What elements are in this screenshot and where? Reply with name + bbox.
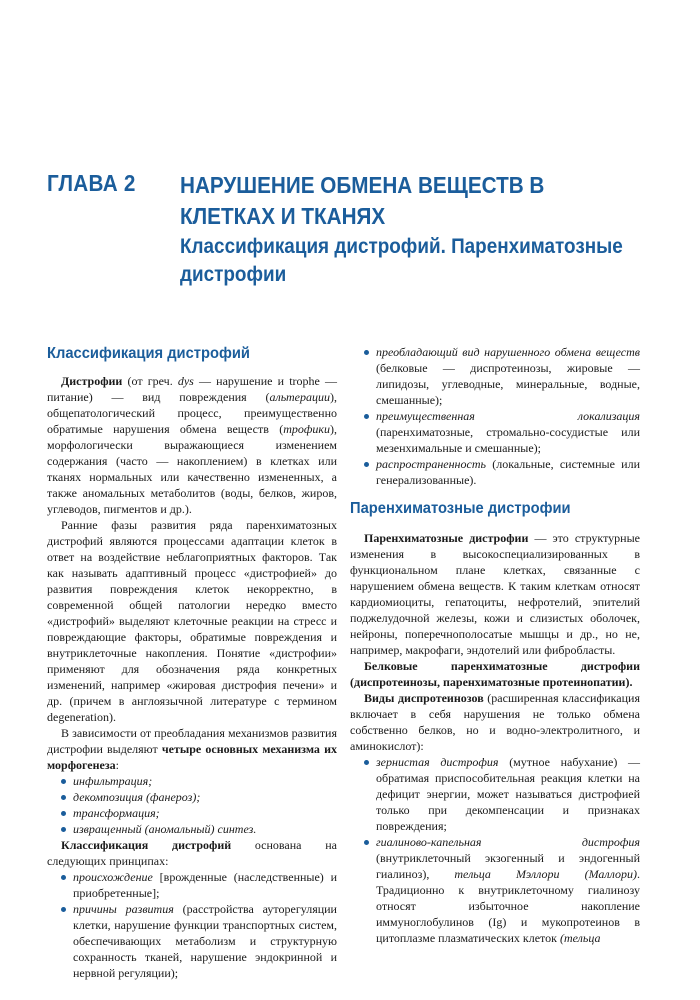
list-item: преимущественная локализация (паренхиматозные, стромально-сосудистые или мезенхимальные и смешанные); [364,408,640,456]
term-dystrophy: Дистрофии [61,374,123,388]
paragraph-early-phases: Ранние фазы развития ряда паренхиматозных дистрофий являются процессами адаптации клеток в ответ на воздействие неблагоприятных факторов. Так как называть адаптивный процесс «дистрофией» до развития повреждения клеток некорректно, в современной общей патологии нередко вместо «дистрофий» выделяют клеточные реакции на стресс и повреждающие факторы, обратимые повреждения и внутриклеточные накопления. Понятие «дистрофии» применяют для обозначения ряда конкретных изменений, например «жировая дистрофия печени» и др. (причем в англоязычной литературе с термином degeneration). [47,518,337,724]
bullet-icon [61,811,66,816]
list-item: гиалиново-капельная дистрофия (внутриклеточный экзогенный и эндогенный гиалиноз), тельца Мэллори (Маллори). Традиционно к внутриклеточному гиалинозу относят избыточное накопление иммуноглобулинов (Ig) и мукопротеинов в цитоплазме плазматических клеток (тельца [364,834,640,946]
list-item: распространенность (локальные, системные или генерализованные). [364,456,640,488]
bullet-icon [61,795,66,800]
bullet-icon [61,875,66,880]
chapter-title: НАРУШЕНИЕ ОБМЕНА ВЕЩЕСТВ В КЛЕТКАХ И ТКАНЯХ [180,172,545,229]
paragraph-protein-dystrophies: Белковые паренхиматозные дистрофии (диспротеинозы, паренхиматозные протеинопатии). [350,659,640,689]
section-heading-classification: Классификация дистрофий [47,345,250,362]
paragraph-mechanisms: В зависимости от преобладания механизмов развития дистрофии выделяют четыре основных механизма их морфогенеза: [47,726,337,772]
dysproteinosis-list [350,754,640,946]
list-item: трансформация; [61,805,337,821]
paragraph-definition: Дистрофии (от греч. dys — нарушение и trophe — питание) — вид повреждения (альтерации), общепатологический процесс, преимущественно обратимые нарушения обмена веществ (трофики), морфологически выражающиеся изменением содержания (часто — накоплением) в клетках или тканях нормальных или качественно измененных, а также аномальных метаболитов (воды, белков, жиров, углеводов, пигментов и др.). [47,374,337,516]
paragraph-classification-principles: Классификация дистрофий основана на следующих принципах: [47,838,337,868]
principles-list-continued [350,344,640,488]
bullet-icon [364,462,369,467]
list-item: причины развития (расстройства ауторегуляции клетки, нарушение функции транспортных систем, обеспечивающих метаболизм и структурную сохранность тканей, нарушение эндокринной и нервной регуляции); [61,901,337,981]
paragraph-dysproteinosis-types: Виды диспротеинозов (расширенная классификация включает в себя нарушения не только обмена собственно белков, но и водно-электролитного, и аминокислот): [350,691,640,753]
chapter-label: ГЛАВА 2 [47,170,136,196]
bullet-icon [364,840,369,845]
bullet-icon [364,760,369,765]
right-column-top-text [350,344,640,488]
list-item: извращенный (аномальный) синтез. [61,821,337,837]
bullet-icon [61,827,66,832]
principles-list [47,869,337,981]
list-item: преобладающий вид нарушенного обмена веществ (белковые — диспротеинозы, жировые — липидозы, углеводные, минеральные, водные, смешанные); [364,344,640,408]
chapter-subtitle: Классификация дистрофий. Паренхиматозные дистрофии [180,235,623,286]
left-column-text [47,373,337,981]
list-item: декомпозиция (фанероз); [61,789,337,805]
list-item: зернистая дистрофия (мутное набухание) — обратимая приспособительная реакция клетки на дефицит энергии, может называться дистрофией только при декомпенсации и признаках повреждения; [364,754,640,834]
section-heading-parenchymal: Паренхиматозные дистрофии [350,500,571,517]
bullet-icon [61,779,66,784]
bullet-icon [61,907,66,912]
bullet-icon [364,350,369,355]
bullet-icon [364,414,369,419]
mechanisms-list [47,773,337,837]
right-column-text [350,530,640,946]
list-item: происхождение [врожденные (наследственные) и приобретенные]; [61,869,337,901]
paragraph-parenchymal-definition: Паренхиматозные дистрофии — это структурные изменения в высокоспециализированных в функциональном плане клетках, связанные с нарушением обмена веществ. К таким клеткам относят кардиомиоциты, гепатоциты, нефротелий, эпителий поджелудочной железы, кожи и слизистых оболочек, нейроны, поперечнополосатые мышцы и др., но не, например, макрофаги, эндотелий или фибробласты. [350,531,640,657]
list-item: инфильтрация; [61,773,337,789]
